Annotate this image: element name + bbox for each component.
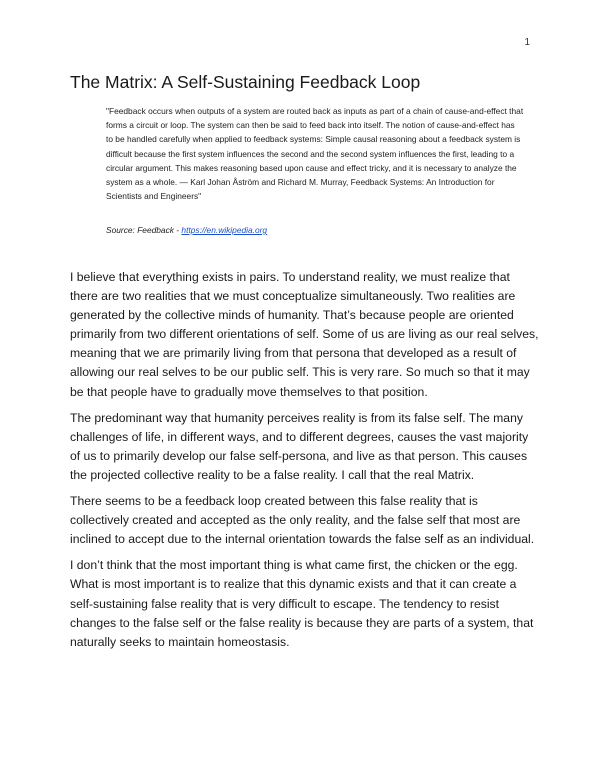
document-title: The Matrix: A Self-Sustaining Feedback Loop: [70, 72, 421, 92]
page-number: 1: [524, 37, 530, 48]
paragraph-2: The predominant way that humanity perceives reality is from its false self. The many challenges of life, in different ways, and to different degrees, causes the vast majority of us to primarily develop our false self-persona, and live as that person. This causes the projected collective reality to be a false reality. I call that the real Matrix.: [70, 410, 529, 482]
paragraph-1: I believe that everything exists in pairs. To understand reality, we must realize that there are two realities that we must conceptualize simultaneously. Two realities are generated by the collective minds of humanity. That’s because people are oriented primarily from two different orientations of self. Some of us are living as our real selves, meaning that we are primarily living from that persona that developed as a result of allowing our real selves to be our public self. This is very rare. So much so that it may be that people have to gradually move themselves to that position.: [70, 270, 539, 399]
quote-source: [106, 225, 267, 235]
body-text: [70, 268, 540, 659]
paragraph-3: There seems to be a feedback loop created between this false reality that is collectively created and accepted as the only reality, and the false self that most are inclined to accept due to the internal orientation towards the false self as an individual.: [70, 494, 535, 547]
source-link[interactable]: https://en.wikipedia.org: [181, 225, 268, 235]
paragraph-4: I don’t think that the most important thing is what came first, the chicken or the egg. What is most important is to realize that this dynamic exists and that it can create a self-sustaining false reality that is very difficult to escape. The tendency to resist changes to the false self or the false reality is because they are parts of a system, that naturally seeks to maintain homeostasis.: [70, 558, 534, 649]
source-label: Source: Feedback -: [106, 225, 182, 235]
block-quote: "Feedback occurs when outputs of a system are routed back as inputs as part of a chain of cause-and-effect that forms a circuit or loop. The system can then be said to feed back into itself. The notion of cause-and-effect has to be handled carefully when applied to feedback systems: Simple causal reasoning about a feedback system is difficult because the first system influences the second and the second system influences the first, leading to a circular argument. This makes reasoning based upon cause and effect tricky, and it is necessary to analyze the system as a whole. — Karl Johan Åström and Richard M. Murray, Feedback Systems: An Introduction for Scientists and Engineers": [106, 106, 524, 202]
